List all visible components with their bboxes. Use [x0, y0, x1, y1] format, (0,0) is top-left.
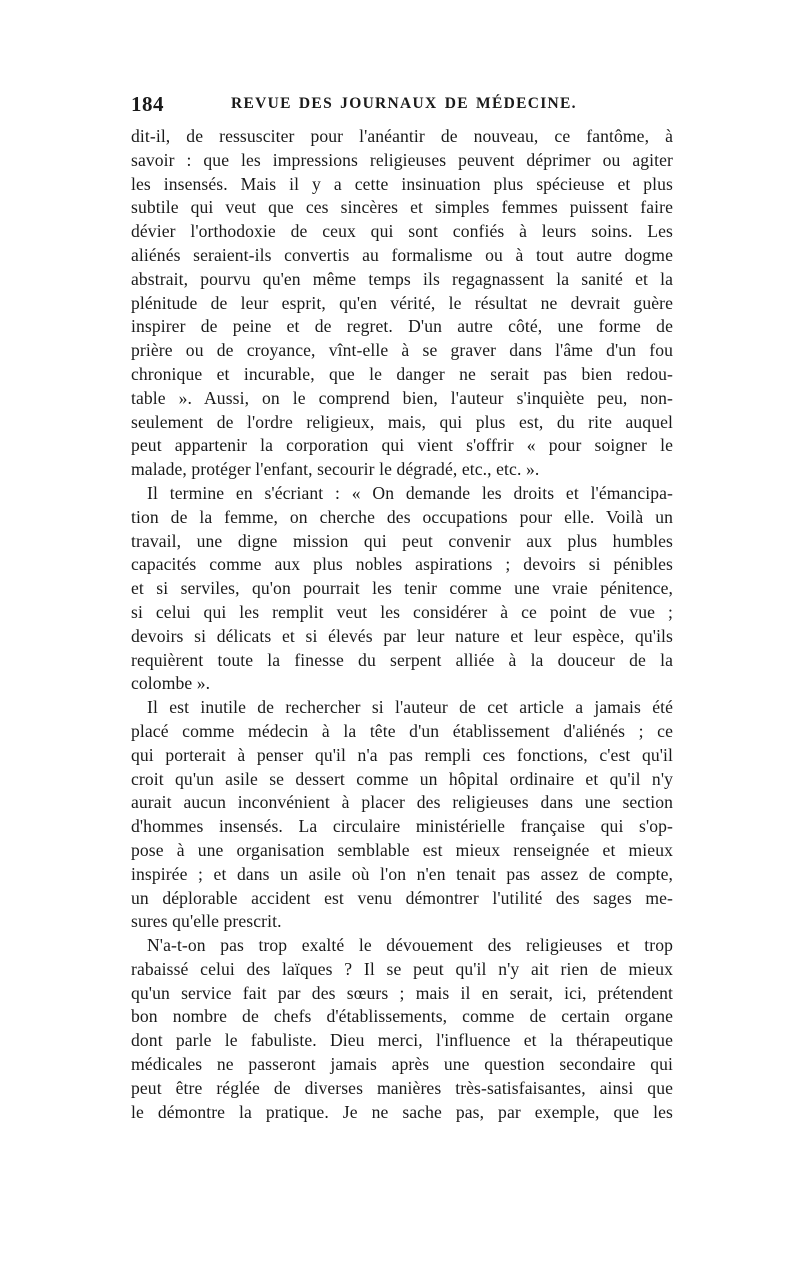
text-line: et si serviles, qu'on pourrait les tenir comme une vraie pénitence,: [131, 578, 673, 599]
text-line: dévier l'orthodoxie de ceux qui sont confiés à leurs soins. Les: [131, 221, 673, 242]
paragraph: [131, 934, 673, 1124]
text-line: si celui qui les remplit veut les considérer à ce point de vue ;: [131, 601, 673, 622]
text-line: placé comme médecin à la tête d'un établissement d'aliénés ; ce: [131, 720, 673, 741]
text-line: aurait aucun inconvénient à placer des religieuses dans une section: [131, 792, 673, 813]
text-line: N'a-t-on pas trop exalté le dévouement des religieuses et trop: [147, 935, 673, 956]
text-line: pose à une organisation semblable est mieux renseignée et mieux: [131, 839, 673, 860]
text-line: Il est inutile de rechercher si l'auteur de cet article a jamais été: [147, 697, 673, 718]
text-line: un déplorable accident est venu démontrer l'utilité des sages me-: [131, 887, 673, 908]
text-line: croit qu'un asile se dessert comme un hôpital ordinaire et qu'il n'y: [131, 768, 673, 789]
text-line: peut appartenir la corporation qui vient s'offrir « pour soigner le: [131, 435, 673, 456]
text-line: les insensés. Mais il y a cette insinuation plus spécieuse et plus: [131, 173, 673, 194]
text-line: peut être réglée de diverses manières très-satisfaisantes, ainsi que: [131, 1077, 673, 1098]
text-line: inspirer de peine et de regret. D'un autre côté, une forme de: [131, 316, 673, 337]
text-line: abstrait, pourvu qu'en même temps ils regagnassent la sanité et la: [131, 268, 673, 289]
text-line: qu'un service fait par des sœurs ; mais il en serait, ici, prétendent: [131, 982, 673, 1003]
text-line: le démontre la pratique. Je ne sache pas, par exemple, que les: [131, 1101, 673, 1122]
text-line: travail, une digne mission qui peut convenir aux plus humbles: [131, 530, 673, 551]
text-line: qui porterait à penser qu'il n'a pas rempli ces fonctions, c'est qu'il: [131, 744, 673, 765]
text-line: rabaissé celui des laïques ? Il se peut qu'il n'y ait rien de mieux: [131, 958, 673, 979]
text-line: colombe ».: [131, 673, 211, 694]
text-line: dit-il, de ressusciter pour l'anéantir de nouveau, ce fantôme, à: [131, 126, 673, 146]
text-line: inspirée ; et dans un asile où l'on n'en tenait pas assez de compte,: [131, 863, 673, 884]
text-line: tion de la femme, on cherche des occupations pour elle. Voilà un: [131, 506, 673, 527]
text-line: Il termine en s'écriant : « On demande les droits et l'émancipa-: [147, 482, 673, 503]
paragraph: [131, 696, 673, 934]
text-line: seulement de l'ordre religieux, mais, qui plus est, du rite auquel: [131, 411, 673, 432]
text-line: dont parle le fabuliste. Dieu merci, l'influence et la thérapeutique: [131, 1030, 673, 1051]
page-number: 184: [131, 92, 164, 116]
text-line: prière ou de croyance, vînt-elle à se graver dans l'âme d'un fou: [131, 340, 673, 361]
text-line: table ». Aussi, on le comprend bien, l'auteur s'inquiète peu, non-: [131, 387, 673, 408]
text-line: d'hommes insensés. La circulaire ministérielle française qui s'op-: [131, 816, 673, 837]
text-line: sures qu'elle prescrit.: [131, 911, 282, 932]
text-line: capacités comme aux plus nobles aspirations ; devoirs si pénibles: [131, 554, 673, 575]
paragraph: [131, 125, 673, 482]
journal-title: REVUE DES JOURNAUX DE MÉDECINE.: [231, 95, 577, 112]
text-line: médicales ne passeront jamais après une question secondaire qui: [131, 1054, 673, 1075]
text-line: malade, protéger l'enfant, secourir le dégradé, etc., etc. ».: [131, 459, 540, 480]
text-line: subtile qui veut que ces sincères et simples femmes puissent faire: [131, 197, 673, 218]
text-line: requièrent toute la finesse du serpent alliée à la douceur de la: [131, 649, 673, 670]
text-line: bon nombre de chefs d'établissements, comme de certain organe: [131, 1006, 673, 1027]
text-line: savoir : que les impressions religieuses peuvent déprimer ou agiter: [131, 149, 673, 170]
text-line: chronique et incurable, que le danger ne serait pas bien redou-: [131, 363, 673, 384]
running-head: [131, 92, 676, 116]
paragraph: [131, 482, 673, 696]
text-line: aliénés seraient-ils convertis au formalisme ou à tout autre dogme: [131, 244, 673, 265]
body-text: [131, 125, 673, 1124]
text-line: plénitude de leur esprit, qu'en vérité, le résultat ne devrait guère: [131, 292, 673, 313]
text-line: devoirs si délicats et si élevés par leur nature et leur espèce, qu'ils: [131, 625, 673, 646]
